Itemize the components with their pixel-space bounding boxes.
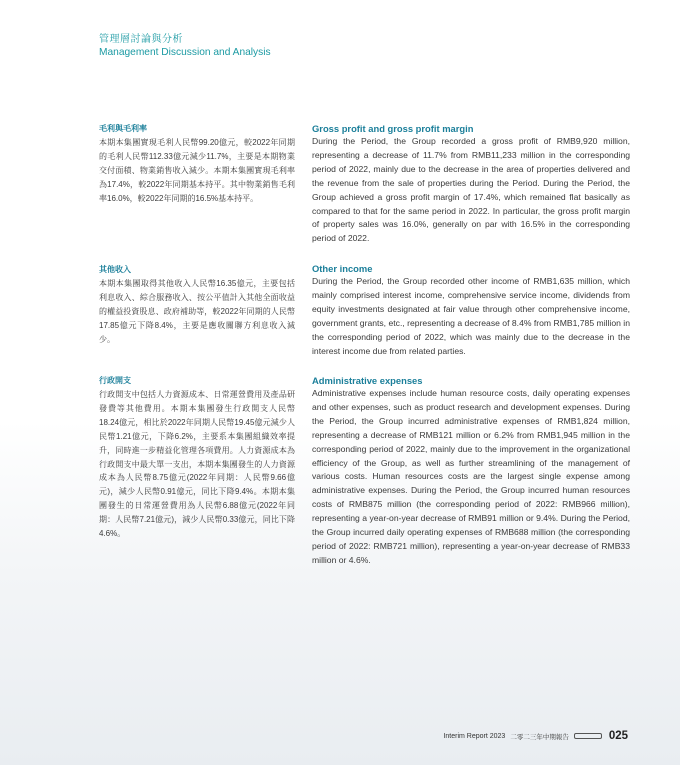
section-body-zh: 本期本集團實現毛利人民幣99.20億元，較2022年同期的毛利人民幣112.33億元減少11.7%，主要是本期物業交付面積、物業銷售收入減少。本期本集團實現毛利率為17.4%，較2022年同期基本持平。其中物業銷售毛利率16.0%，較2022年同期的16.5%基本持平。 bbox=[99, 138, 295, 203]
footer-report-title: Interim Report 2023 bbox=[443, 732, 506, 740]
page-header bbox=[99, 34, 271, 59]
header-title-zh: 管理層討論與分析 bbox=[99, 34, 183, 45]
section-other-income-zh bbox=[99, 264, 295, 347]
section-heading-zh: 其他收入 bbox=[99, 265, 131, 274]
section-body-en: During the Period, the Group recorded other income of RMB1,635 million, which mainly comprised interest income, comprehensive service income, dividends from equity investments designated at fair value through other comprehensive income, government grants, etc., representing a decrease of 8.4% from RMB1,785 million in the corresponding period of 2022, which was mainly due to the decrease in the interest income due from related parties. bbox=[312, 276, 630, 356]
section-body-en: Administrative expenses include human resource costs, daily operating expenses and other expenses, such as product research and development expenses. During the Period, the Group incurred administrative expenses of RMB1,824 million, representing a decrease of RMB121 million or 6.2% from RMB1,945 million in the corresponding period of 2022, mainly due to the improvement in the organizational efficiency of the Group, as well as further streamlining of the management of various costs. Human resources costs are the largest single expense among administrative expenses. During the Period, the Group incurred human resources costs of RMB875 million (the corresponding period of 2022: RMB966 million), representing a year-on-year decrease of RMB91 million or 9.4%. During the Period, the Group incurred daily operating expenses of RMB688 million (the corresponding period of 2022: RMB721 million), representing a year-on-year decrease of RMB33 million or 4.6%. bbox=[312, 388, 630, 565]
section-body-zh: 本期本集團取得其他收入人民幣16.35億元，主要包括利息收入、綜合服務收入、按公平值計入其他全面收益的權益投資股息、政府補助等，較2022年同期的人民幣17.85億元下降8.4%，主要是應收關聯方利息收入減少。 bbox=[99, 279, 295, 344]
section-gross-profit-zh bbox=[99, 123, 295, 206]
section-admin-expenses-en bbox=[312, 374, 630, 568]
section-heading-zh: 行政開支 bbox=[99, 376, 131, 385]
section-admin-expenses-zh bbox=[99, 375, 295, 541]
section-heading-en: Gross profit and gross profit margin bbox=[312, 123, 474, 134]
page-number: 025 bbox=[608, 730, 628, 742]
footer-report-title-zh: 二零二三年中期報告 bbox=[510, 733, 569, 741]
section-body-en: During the Period, the Group recorded a gross profit of RMB9,920 million, representing a decrease of 11.7% from RMB11,233 million in the corresponding period of 2022, mainly due to the decrease in the area of properties delivered and the revenue from the sale of properties during the Period. During the Period, the Group achieved a gross profit margin of 17.4%, which remained flat basically as compared to that for the same period in 2022. In particular, the gross profit margin of property sales was 16.0%, generally on par with 16.5% in the corresponding period of 2022. bbox=[312, 136, 630, 244]
section-body-zh: 行政開支中包括人力資源成本、日常運營費用及產品研發費等其他費用。本期本集團發生行政開支人民幣18.24億元，相比於2022年同期人民幣19.45億元減少人民幣1.21億元，下降6.2%，主要系本集團組織效率提升，同時進一步精益化管理各項費用。人力資源成本為行政開支中最大單一支出，本期本集團發生的人力資源成本為人民幣8.75億元(2022年同期：人民幣9.66億元)，減少人民幣0.91億元，同比下降9.4%。本期本集團發生的日常運營費用為人民幣6.88億元(2022年同期：人民幣7.21億元)，減少人民幣0.33億元，同比下降4.6%。 bbox=[99, 390, 295, 539]
section-other-income-en bbox=[312, 262, 630, 358]
header-title-en: Management Discussion and Analysis bbox=[99, 47, 271, 58]
section-heading-zh: 毛利與毛利率 bbox=[99, 124, 147, 133]
page-footer bbox=[443, 730, 628, 742]
footer-divider-bar bbox=[574, 733, 602, 739]
section-gross-profit-en bbox=[312, 122, 630, 246]
section-heading-en: Other income bbox=[312, 263, 373, 274]
section-heading-en: Administrative expenses bbox=[312, 375, 423, 386]
